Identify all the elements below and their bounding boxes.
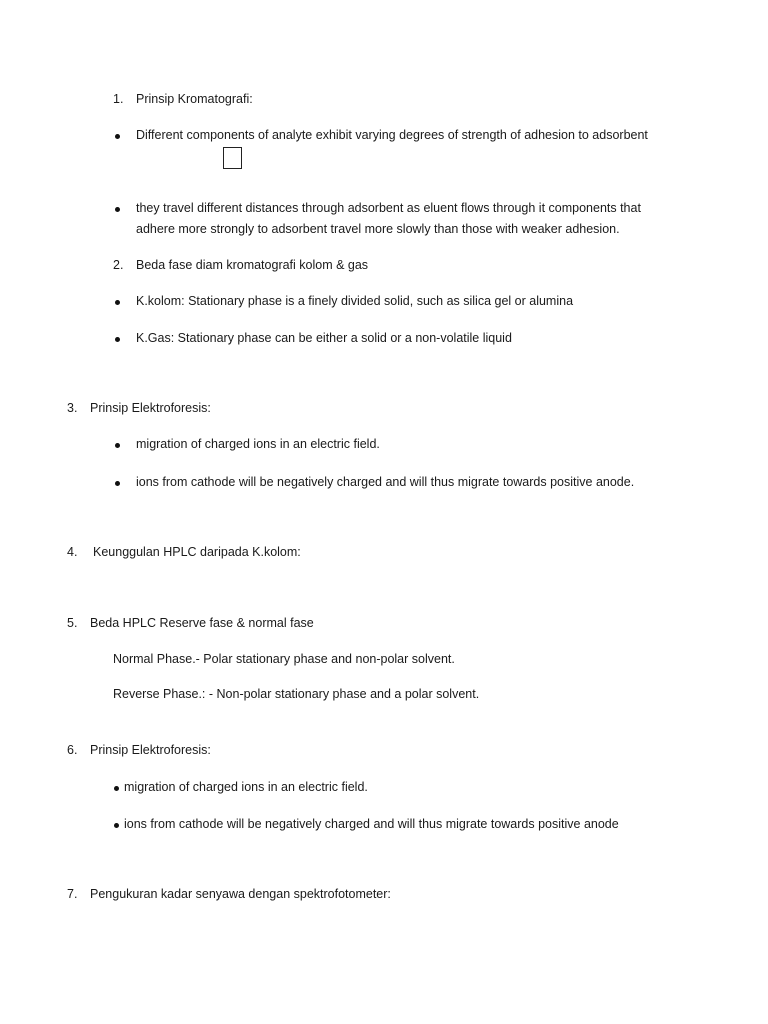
list-item: ions from cathode will be negatively charged and will thus migrate towards positive anode [124,817,619,831]
bullet-icon [115,443,120,448]
heading-prinsip-kromatografi: Prinsip Kromatografi: [136,92,253,106]
list-number: 2. [113,258,124,272]
list-number: 3. [67,401,78,415]
bullet-icon [115,337,120,342]
list-number: 4. [67,545,78,559]
bullet-icon [114,823,119,828]
heading-prinsip-elektroforesis-2: Prinsip Elektroforesis: [90,743,211,757]
bullet-icon [115,300,120,305]
list-item: they travel different distances through adsorbent as eluent flows through it components that [136,201,641,215]
list-item: Different components of analyte exhibit varying degrees of strength of adhesion to adsorbent [136,128,648,142]
heading-beda-fase-diam: Beda fase diam kromatografi kolom & gas [136,258,369,272]
normal-phase-text: Normal Phase.- Polar stationary phase and non-polar solvent. [113,652,455,666]
list-item: K.kolom: Stationary phase is a finely divided solid, such as silica gel or alumina [136,294,574,308]
list-item: migration of charged ions in an electric field. [136,437,380,451]
list-item: migration of charged ions in an electric field. [124,780,368,794]
heading-pengukuran-kadar: Pengukuran kadar senyawa dengan spektrofotometer: [90,887,391,901]
list-number: 1. [113,92,124,106]
empty-box [223,147,242,169]
heading-beda-hplc: Beda HPLC Reserve fase & normal fase [90,616,314,630]
list-number: 6. [67,743,78,757]
bullet-icon [115,134,120,139]
bullet-icon [115,481,120,486]
bullet-icon [114,786,119,791]
list-number: 5. [67,616,78,630]
heading-keunggulan-hplc: Keunggulan HPLC daripada K.kolom: [93,545,301,559]
heading-prinsip-elektroforesis: Prinsip Elektroforesis: [90,401,211,415]
bullet-icon [115,207,120,212]
reverse-phase-text: Reverse Phase.: - Non-polar stationary phase and a polar solvent. [113,687,480,701]
list-item: ions from cathode will be negatively charged and will thus migrate towards positive anode. [136,475,635,489]
list-number: 7. [67,887,78,901]
list-item-continuation: adhere more strongly to adsorbent travel more slowly than those with weaker adhesion. [136,222,620,236]
list-item: K.Gas: Stationary phase can be either a solid or a non-volatile liquid [136,331,512,345]
